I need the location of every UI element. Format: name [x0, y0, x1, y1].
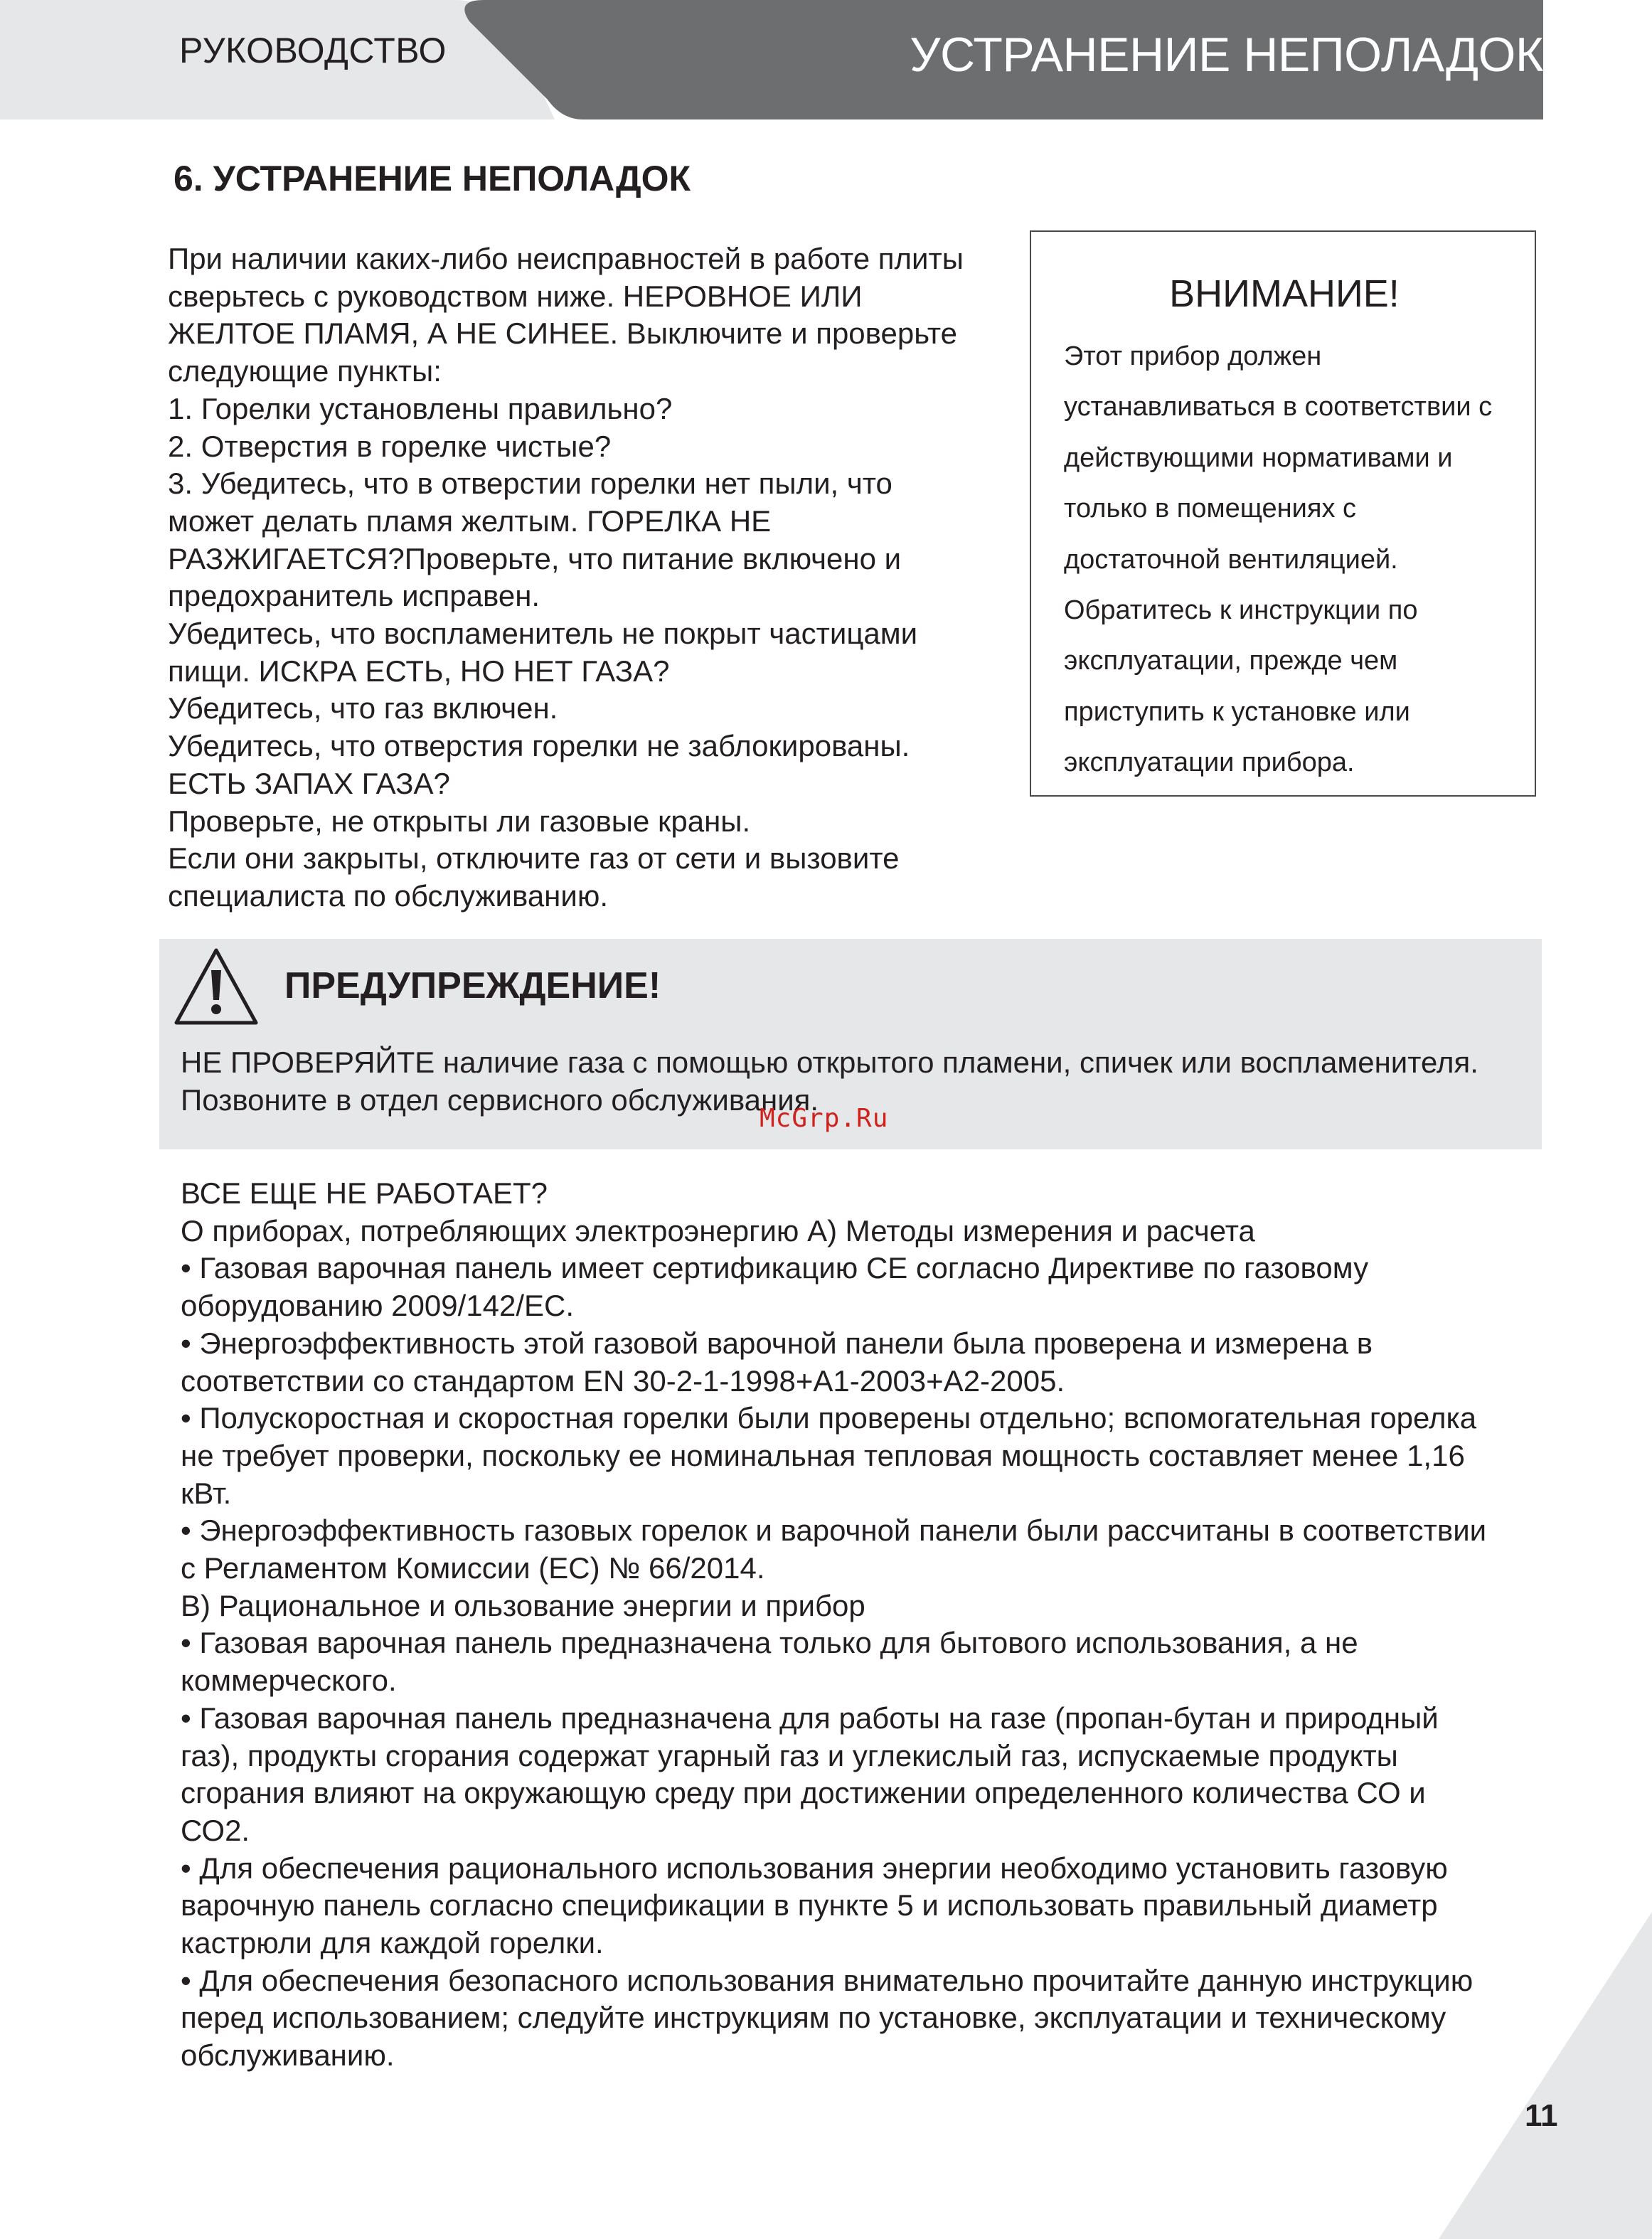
body-line: кВт. — [181, 1476, 232, 1510]
intro-line: Если они закрыты, отключите газ от сети и вызовите — [168, 841, 900, 876]
intro-line: ЖЕЛТОЕ ПЛАМЯ, А НЕ СИНЕЕ. Выключите и проверьте — [168, 317, 957, 351]
intro-line: Убедитесь, что отверстия горелки не заблокированы. — [168, 729, 910, 763]
warning-title: ПРЕДУПРЕЖДЕНИЕ! — [284, 965, 661, 1006]
attention-body — [1064, 331, 1492, 789]
watermark: McGrp.Ru — [760, 1104, 889, 1133]
attention-line: Обратитесь к инструкции по — [1064, 595, 1418, 626]
body-line: • Энергоэффективность этой газовой варочной панели была проверена и измерена в — [181, 1326, 1373, 1360]
body-line: • Для обеспечения рационального использования энергии необходимо установить газовую — [181, 1851, 1448, 1885]
body-line: • Для обеспечения безопасного использования внимательно прочитайте данную инструкцию — [181, 1963, 1474, 1997]
warning-line: НЕ ПРОВЕРЯЙТЕ наличие газа с помощью открытого пламени, спичек или воспламенителя. — [181, 1046, 1478, 1079]
body-line: перед использованием; следуйте инструкциям по установке, эксплуатации и техническому — [181, 2001, 1446, 2035]
body-line: ВСЕ ЕЩЕ НЕ РАБОТАЕТ? — [181, 1176, 548, 1210]
body-line: варочную панель согласно спецификации в пункте 5 и использовать правильный диаметр — [181, 1888, 1438, 1922]
intro-line: предохранитель исправен. — [168, 579, 540, 613]
intro-line: сверьтесь с руководством ниже. НЕРОВНОЕ ИЛИ — [168, 279, 863, 313]
section-title: 6. УСТРАНЕНИЕ НЕПОЛАДОК — [174, 159, 691, 198]
body-line: коммерческого. — [181, 1664, 397, 1698]
body-line: В) Рациональное и ользование энергии и прибор — [181, 1588, 865, 1622]
warning-line: Позвоните в отдел сервисного обслуживания. — [181, 1083, 819, 1117]
intro-line: Убедитесь, что воспламенитель не покрыт частицами — [168, 617, 918, 651]
body-line: СО2. — [181, 1813, 250, 1847]
intro-line: следующие пункты: — [168, 354, 442, 388]
body-line: • Полускоростная и скоростная горелки были проверены отдельно; вспомогательная горелка — [181, 1401, 1477, 1435]
header-section-label: УСТРАНЕНИЕ НЕПОЛАДОК — [910, 28, 1543, 82]
intro-line: При наличии каких-либо неисправностей в работе плиты — [168, 242, 964, 275]
main-body-text — [181, 1175, 1486, 2075]
body-line: • Газовая варочная панель имеет сертификацию CE согласно Директиве по газовому — [181, 1251, 1369, 1285]
body-line: сгорания влияют на окружающую среду при достижении определенного количества СО и — [181, 1776, 1426, 1810]
intro-line: 1. Горелки установлены правильно? — [168, 391, 673, 425]
intro-line: ЕСТЬ ЗАПАХ ГАЗА? — [168, 766, 450, 800]
body-line: О приборах, потребляющих электроэнергию А) Методы измерения и расчета — [181, 1213, 1255, 1248]
attention-line: достаточной вентиляцией. — [1064, 544, 1398, 575]
attention-line: устанавливаться в соответствии с — [1064, 392, 1493, 422]
attention-line: действующими нормативами и — [1064, 442, 1453, 473]
intro-line: может делать пламя желтым. ГОРЕЛКА НЕ — [168, 504, 772, 538]
header-manual-label: РУКОВОДСТВО — [179, 31, 447, 70]
body-line: обслуживанию. — [181, 2038, 395, 2073]
warning-triangle-icon — [172, 946, 260, 1028]
intro-line: пищи. ИСКРА ЕСТЬ, НО НЕТ ГАЗА? — [168, 654, 670, 688]
attention-line: приступить к установке или — [1064, 696, 1410, 727]
body-line: • Газовая варочная панель предназначена только для бытового использования, а не — [181, 1626, 1358, 1660]
intro-line: специалиста по обслуживанию. — [168, 878, 609, 913]
attention-box — [1030, 230, 1536, 797]
body-line: • Энергоэффективность газовых горелок и варочной панели были рассчитаны в соответствии — [181, 1514, 1487, 1548]
intro-line: 3. Убедитесь, что в отверстии горелки нет пыли, что — [168, 467, 892, 501]
intro-line: 2. Отверстия в горелке чистые? — [168, 429, 612, 463]
body-line: • Газовая варочная панель предназначена для работы на газе (пропан-бутан и природный — [181, 1701, 1439, 1735]
intro-text — [168, 240, 1007, 915]
attention-title: ВНИМАНИЕ! — [1169, 272, 1400, 315]
body-line: соответствии со стандартом EN 30-2-1-1998+A1-2003+A2-2005. — [181, 1363, 1065, 1398]
body-line: кастрюли для каждой горелки. — [181, 1926, 604, 1960]
attention-line: Этот прибор должен — [1064, 341, 1322, 371]
body-line: не требует проверки, поскольку ее номинальная тепловая мощность составляет менее 1,16 — [181, 1438, 1465, 1472]
intro-line: Убедитесь, что газ включен. — [168, 691, 558, 725]
attention-line: только в помещениях с — [1064, 494, 1357, 524]
intro-line: РАЗЖИГАЕТСЯ?Проверьте, что питание включено и — [168, 541, 902, 575]
attention-line: эксплуатации, прежде чем — [1064, 646, 1398, 676]
attention-line: эксплуатации прибора. — [1064, 748, 1355, 778]
body-line: оборудованию 2009/142/EC. — [181, 1289, 575, 1323]
page-number: 11 — [1525, 2098, 1558, 2133]
intro-line: Проверьте, не открыты ли газовые краны. — [168, 804, 751, 838]
body-line: с Регламентом Комиссии (ЕС) № 66/2014. — [181, 1551, 765, 1585]
body-line: газ), продукты сгорания содержат угарный газ и углекислый газ, испускаемые продукты — [181, 1738, 1398, 1772]
page-corner — [1439, 1912, 1652, 2239]
